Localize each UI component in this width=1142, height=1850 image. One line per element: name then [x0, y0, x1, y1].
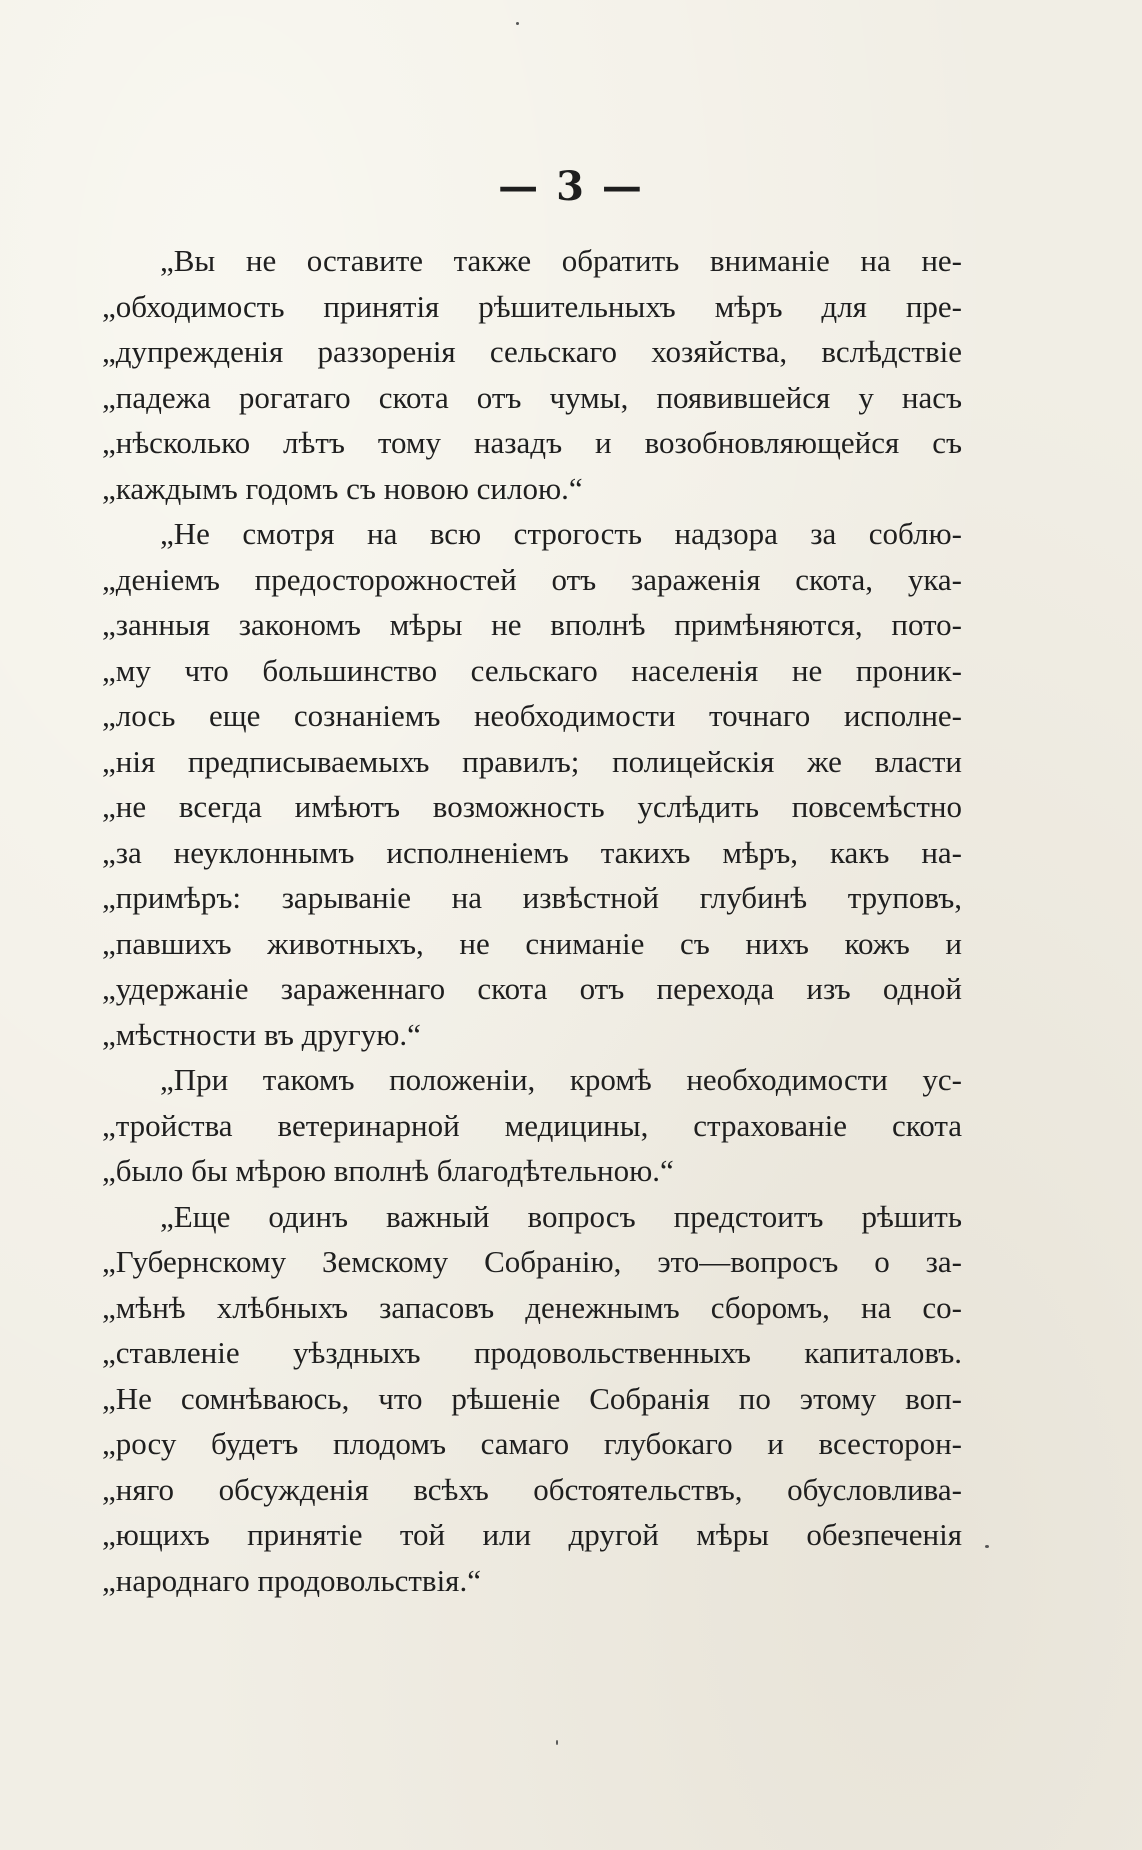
scan-speck — [516, 22, 519, 25]
text-line: „му что большинство сельскаго населенія не проник- — [102, 652, 962, 688]
text-line: „Не сомнѣваюсь, что рѣшеніе Собранія по этому воп- — [102, 1380, 962, 1416]
text-line: „дупрежденія раззоренія сельскаго хозяйства, вслѣдствіе — [102, 334, 962, 369]
text-line: „Вы не оставите также обратить вниманіе на не- — [160, 243, 962, 278]
text-line: „не всегда имѣютъ возможность услѣдить повсемѣстно — [102, 789, 962, 824]
body-text — [102, 238, 962, 1603]
text-line: „Губернскому Земскому Собранію, это—вопросъ о за- — [102, 1244, 962, 1279]
text-line: „мѣстности въ другую.“ — [102, 1016, 421, 1052]
text-line: „нѣсколько лѣтъ тому назадъ и возобновляющейся съ — [102, 425, 962, 460]
scan-speck — [985, 1545, 989, 1548]
text-line: „При такомъ положеніи, кромѣ необходимости ус- — [160, 1062, 962, 1097]
text-line: „занныя закономъ мѣры не вполнѣ примѣняются, пото- — [102, 607, 962, 642]
text-line: „примѣръ: зарываніе на извѣстной глубинѣ труповъ, — [102, 880, 962, 915]
text-line: „деніемъ предосторожностей отъ зараженія скота, ука- — [102, 561, 962, 597]
text-line: „народнаго продовольствія.“ — [102, 1562, 481, 1598]
text-line: „росу будетъ плодомъ самаго глубокаго и всесторон- — [102, 1426, 962, 1461]
text-line: „няго обсужденія всѣхъ обстоятельствъ, обусловлива- — [102, 1471, 962, 1507]
text-line: „лось еще сознаніемъ необходимости точнаго исполне- — [102, 698, 962, 733]
text-line: „Не смотря на всю строгость надзора за соблю- — [160, 516, 962, 551]
text-line: „удержаніе зараженнаго скота отъ перехода изъ одной — [102, 971, 962, 1006]
text-line: „павшихъ животныхъ, не сниманіе съ нихъ кожъ и — [102, 925, 962, 961]
text-line: „мѣнѣ хлѣбныхъ запасовъ денежнымъ сборомъ, на со- — [102, 1289, 962, 1325]
scan-speck — [556, 1740, 558, 1745]
text-line: „нія предписываемыхъ правилъ; полицейскія же власти — [102, 743, 962, 779]
text-line: „Еще одинъ важный вопросъ предстоитъ рѣшить — [160, 1198, 962, 1234]
text-line: „каждымъ годомъ съ новою силою.“ — [102, 470, 583, 506]
page-number: — 3 — — [498, 163, 644, 210]
text-line: „за неуклоннымъ исполненіемъ такихъ мѣръ, какъ на- — [102, 834, 962, 870]
text-line: „падежа рогатаго скота отъ чумы, появившейся у насъ — [102, 379, 962, 415]
text-line: „ющихъ принятіе той или другой мѣры обезпеченія — [102, 1517, 962, 1552]
text-line: „ставленіе уѣздныхъ продовольственныхъ капиталовъ. — [102, 1335, 962, 1370]
text-line: „было бы мѣрою вполнѣ благодѣтельною.“ — [102, 1153, 674, 1188]
text-line: „обходимость принятія рѣшительныхъ мѣръ для пре- — [102, 288, 962, 324]
text-line: „тройства ветеринарной медицины, страхованіе скота — [102, 1107, 962, 1143]
